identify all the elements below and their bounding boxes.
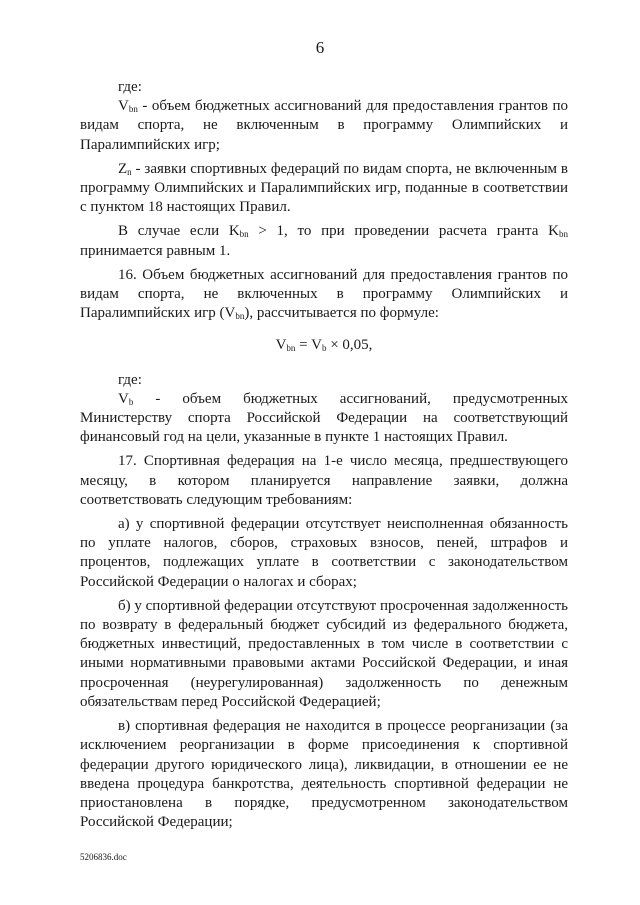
document-body [80, 78, 568, 832]
vb-definition [80, 390, 568, 448]
subscript-bn: bn [286, 343, 296, 354]
zn-definition-text: - заявки спортивных федераций по видам спорта, не включенным в программу Олимпийских и Паралимпийских игр, поданные в соответствии с пунктом 18 настоящих Правил. [80, 160, 568, 216]
subscript-bn: bn [559, 229, 568, 240]
vbn-definition-text: - объем бюджетных ассигнований для предоставления грантов по видам спорта, не включенным в программу Олимпийских и Паралимпийских игр; [80, 98, 568, 153]
formula-rhs: × 0,05, [326, 337, 373, 354]
zn-definition [80, 160, 568, 218]
subscript-n: n [127, 166, 132, 177]
paragraph-a: а) у спортивной федерации отсутствует неисполненная обязанность по уплате налогов, сборов, страховых взносов, пеней, штрафов и процентов, подлежащих уплате в соответствии с законодательством Российской Федерации о налогах и сборах; [80, 516, 568, 590]
symbol-v: V [118, 390, 129, 407]
paragraph-b: б) у спортивной федерации отсутствуют просроченная задолженность по возврату в федеральный бюджет субсидий из федерального бюджета, бюджетных инвестиций, предоставленных в том числе в соответствии с иными нормативными правовыми актами Российской Федерации, и иная просроченная (неурегулированная) задолженность по денежным обязательствам перед Российской Федерацией; [80, 597, 568, 710]
case-text-2: > 1, то при проведении расчета гранта K [248, 223, 559, 240]
subscript-b: b [321, 343, 327, 354]
subscript-bn: bn [239, 229, 249, 240]
paragraph-16 [80, 266, 568, 324]
where-label-2: где: [118, 371, 142, 388]
paragraph-17: 17. Спортивная федерация на 1-е число месяца, предшествующего месяцу, в котором планируется направление заявки, должна соответствовать следующим требованиям: [80, 453, 568, 508]
footer-filename: 5206836.doc [80, 852, 127, 862]
p16-text-1: 16. Объем бюджетных ассигнований для предоставления грантов по видам спорта, не включенных в программу Олимпийских и Паралимпийских игр (V [80, 266, 568, 322]
p16-text-2: ), рассчитывается по формуле: [244, 305, 439, 322]
formula [80, 336, 568, 355]
formula-mid: = V [295, 337, 322, 354]
subscript-bn: bn [128, 104, 138, 115]
formula-lhs: V [275, 337, 287, 354]
paragraph-v: в) спортивная федерация не находится в процессе реорганизации (за исключением реорганизации в форме присоединения к спортивной федерации другого юридического лица), ликвидации, в отношении ее не введена процедура банкротства, деятельность спортивной федерации не приостановлена в порядке, предусмотренном законодательством Российской Федерации; [80, 718, 568, 831]
case-text-3: принимается равным 1. [80, 242, 231, 259]
vb-definition-text: - объем бюджетных ассигнований, предусмотренных Министерству спорта Российской Федерации на соответствующий финансовый год на цели, указанные в пункте 1 настоящих Правил. [80, 390, 568, 446]
vbn-definition [80, 97, 568, 155]
case-paragraph [80, 222, 568, 260]
case-text-1: В случае если K [118, 223, 240, 240]
symbol-v: V [118, 98, 129, 115]
subscript-bn: bn [235, 311, 245, 322]
symbol-z: Z [118, 160, 128, 177]
subscript-b: b [128, 396, 134, 407]
page-number: 6 [315, 38, 325, 57]
where-label-1: где: [118, 79, 142, 95]
